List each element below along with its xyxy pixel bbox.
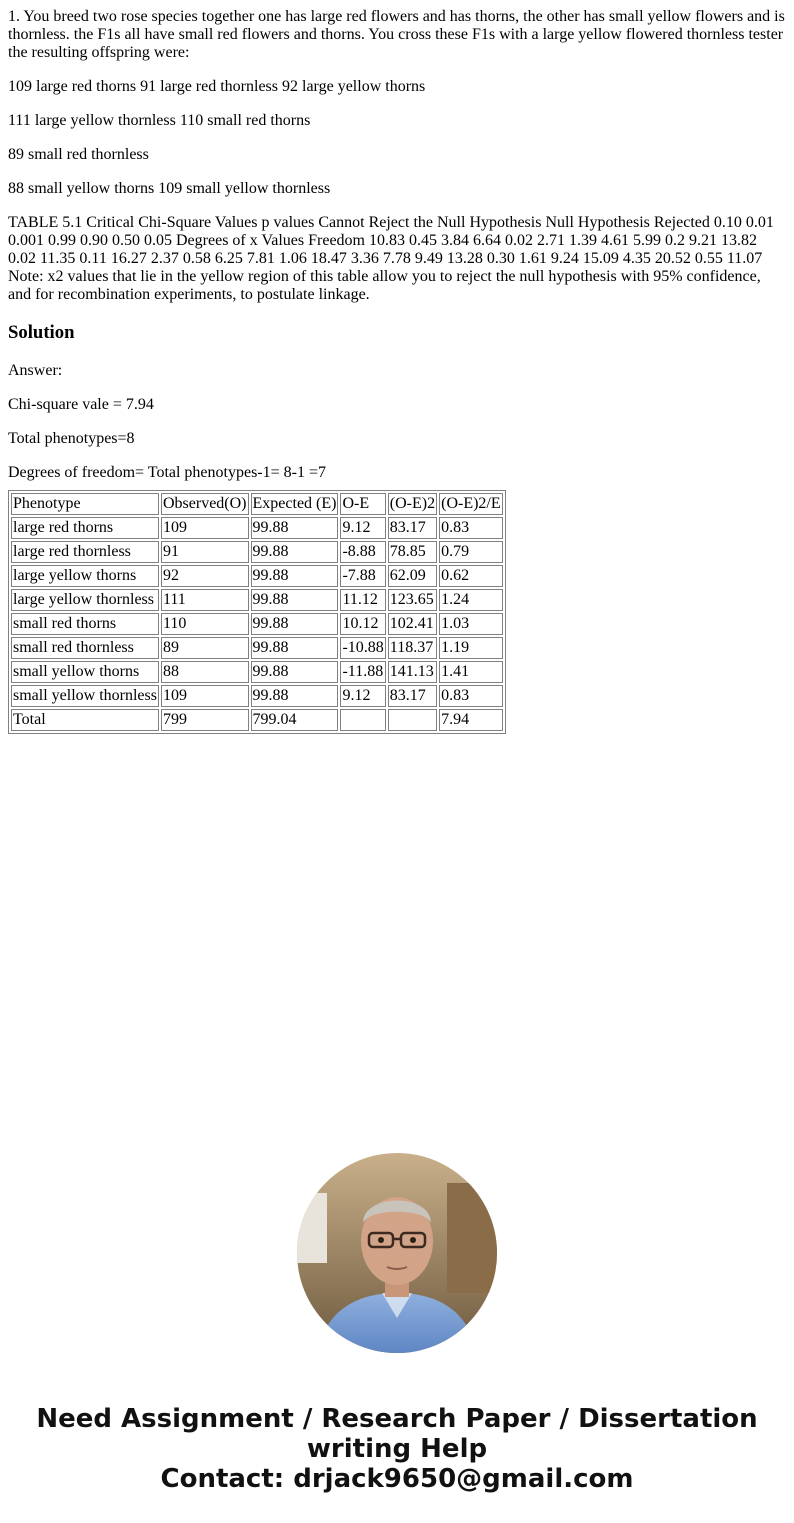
- table-row: [11, 517, 503, 539]
- table-cell: 799: [161, 709, 249, 731]
- table-cell: -7.88: [340, 565, 385, 587]
- table-cell: 92: [161, 565, 249, 587]
- table-cell: -11.88: [340, 661, 385, 683]
- table-row: [11, 613, 503, 635]
- avatar-photo: [297, 1153, 497, 1353]
- table-cell: 141.13: [388, 661, 437, 683]
- table-cell: small red thorns: [11, 613, 159, 635]
- header-cell: (O-E)2: [388, 493, 437, 515]
- table-cell: large yellow thornless: [11, 589, 159, 611]
- offspring-line-3: 89 small red thornless: [8, 146, 149, 163]
- table-cell: -10.88: [340, 637, 385, 659]
- table-cell: 1.24: [439, 589, 503, 611]
- table-cell: 78.85: [388, 541, 437, 563]
- table-cell: -8.88: [340, 541, 385, 563]
- table-cell: 110: [161, 613, 249, 635]
- table-cell: 109: [161, 517, 249, 539]
- table-cell: 99.88: [251, 589, 339, 611]
- offspring-line-4: 88 small yellow thorns 109 small yellow thornless: [8, 180, 331, 197]
- table-cell: 99.88: [251, 565, 339, 587]
- table-row: [11, 565, 503, 587]
- table-header-row: [11, 493, 503, 515]
- table-cell: 99.88: [251, 613, 339, 635]
- table-cell: 9.12: [340, 517, 385, 539]
- offspring-line-1: 109 large red thorns 91 large red thornless 92 large yellow thorns: [8, 78, 426, 95]
- table-cell: small red thornless: [11, 637, 159, 659]
- promo-footer: [0, 1404, 794, 1494]
- table-cell: 118.37: [388, 637, 437, 659]
- table-cell: 83.17: [388, 517, 437, 539]
- table-cell: 109: [161, 685, 249, 707]
- total-phenotypes: Total phenotypes=8: [8, 430, 135, 447]
- table-cell: small yellow thornless: [11, 685, 159, 707]
- header-cell: (O-E)2/E: [439, 493, 503, 515]
- table-row: [11, 541, 503, 563]
- table-cell: 99.88: [251, 685, 339, 707]
- table-cell: 10.12: [340, 613, 385, 635]
- table-cell: 0.62: [439, 565, 503, 587]
- table-cell: 1.03: [439, 613, 503, 635]
- header-cell: Phenotype: [11, 493, 159, 515]
- table-row: [11, 589, 503, 611]
- table-cell: large yellow thorns: [11, 565, 159, 587]
- table-cell: 102.41: [388, 613, 437, 635]
- table-cell: 0.79: [439, 541, 503, 563]
- table-cell: 9.12: [340, 685, 385, 707]
- critical-values-text: TABLE 5.1 Critical Chi-Square Values p values Cannot Reject the Null Hypothesis Null Hypothesis Rejected 0.10 0.01 0.001 0.99 0.90 0.50 0.05 Degrees of x Values Freedom 10.83 0.45 3.84 6.64 0.02 2.71 1.39 4.61 5.99 0.2 9.21 13.82 0.02 11.35 0.11 16.27 2.37 0.58 6.25 7.81 1.06 18.47 3.36 7.78 9.49 13.28 0.30 1.61 9.24 15.09 4.35 20.52 0.55 11.07 Note: x2 values that lie in the yellow region of this table allow you to reject the null hypothesis with 95% confidence, and for recombination experiments, to postulate linkage.: [8, 214, 774, 303]
- table-cell: 1.19: [439, 637, 503, 659]
- offspring-line-2: 111 large yellow thornless 110 small red thorns: [8, 112, 311, 129]
- table-cell: large red thorns: [11, 517, 159, 539]
- question-intro: 1. You breed two rose species together one has large red flowers and has thorns, the other has small yellow flowers and is thornless. the F1s all have small red flowers and thorns. You cross these F1s with a large yellow flowered thornless tester the resulting offspring were:: [8, 8, 785, 61]
- chi-square-table: [8, 490, 506, 734]
- table-cell: 91: [161, 541, 249, 563]
- table-cell: 1.41: [439, 661, 503, 683]
- table-cell: 99.88: [251, 637, 339, 659]
- table-cell: 99.88: [251, 517, 339, 539]
- table-cell: 111: [161, 589, 249, 611]
- table-cell: 0.83: [439, 685, 503, 707]
- table-cell: Total: [11, 709, 159, 731]
- table-cell: large red thornless: [11, 541, 159, 563]
- table-cell: 799.04: [251, 709, 339, 731]
- table-cell: 83.17: [388, 685, 437, 707]
- table-cell: 99.88: [251, 661, 339, 683]
- promo-line-1: Need Assignment / Research Paper / Dissertation: [36, 1404, 758, 1434]
- table-row: [11, 685, 503, 707]
- table-cell: 99.88: [251, 541, 339, 563]
- chi-square-value: Chi-square vale = 7.94: [8, 396, 154, 413]
- table-cell: [388, 709, 437, 731]
- answer-label: Answer:: [8, 362, 63, 379]
- table-cell: 7.94: [439, 709, 503, 731]
- table-cell: [340, 709, 385, 731]
- header-cell: Observed(O): [161, 493, 249, 515]
- table-row: [11, 637, 503, 659]
- table-cell: small yellow thorns: [11, 661, 159, 683]
- table-row: [11, 709, 503, 731]
- header-cell: Expected (E): [251, 493, 339, 515]
- table-cell: 11.12: [340, 589, 385, 611]
- document-body: [8, 8, 786, 734]
- solution-heading: Solution: [8, 322, 75, 343]
- table-row: [11, 661, 503, 683]
- table-cell: 0.83: [439, 517, 503, 539]
- promo-contact: Contact: drjack9650@gmail.com: [160, 1464, 634, 1494]
- header-cell: O-E: [340, 493, 385, 515]
- degrees-of-freedom: Degrees of freedom= Total phenotypes-1= 8-1 =7: [8, 464, 327, 481]
- promo-line-2: writing Help: [306, 1434, 488, 1464]
- table-cell: 62.09: [388, 565, 437, 587]
- table-cell: 123.65: [388, 589, 437, 611]
- table-cell: 88: [161, 661, 249, 683]
- author-avatar: [297, 1153, 497, 1353]
- table-cell: 89: [161, 637, 249, 659]
